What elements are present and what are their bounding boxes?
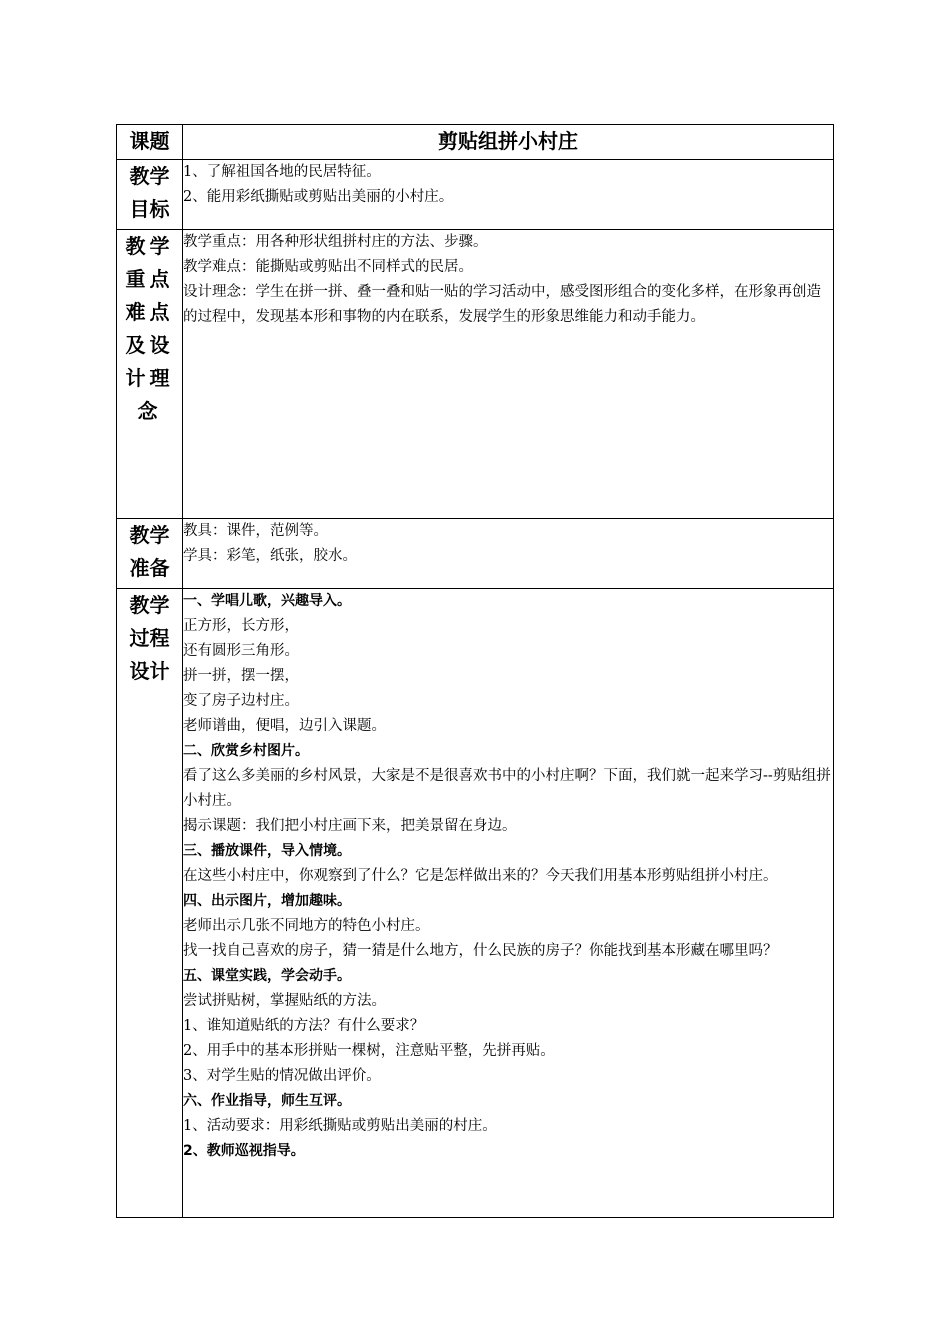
title-row [117, 125, 834, 160]
process-line: 老师谱曲，便唱，边引入课题。 [183, 718, 386, 734]
key-point-line: 教学重点：用各种形状组拼村庄的方法、步骤。 [183, 234, 488, 250]
process-line: 揭示课题：我们把小村庄画下来，把美景留在身边。 [183, 818, 517, 834]
key-point-line: 教学难点：能撕贴或剪贴出不同样式的民居。 [183, 259, 473, 275]
process-line: 正方形，长方形， [183, 618, 299, 634]
process-line: 尝试拼贴树，掌握贴纸的方法。 [183, 993, 386, 1009]
process-section-heading: 二、欣赏乡村图片。 [183, 743, 309, 759]
preparation-line: 学具：彩笔，纸张，胶水。 [183, 548, 357, 564]
lesson-plan-table [116, 124, 834, 1218]
process-line: 1、活动要求：用彩纸撕贴或剪贴出美丽的村庄。 [183, 1118, 497, 1134]
preparation-content [183, 519, 834, 589]
key-points-content [183, 230, 834, 519]
preparation-row [117, 519, 834, 589]
process-line: 老师出示几张不同地方的特色小村庄。 [183, 918, 430, 934]
goal-row [117, 160, 834, 230]
process-line: 还有圆形三角形。 [183, 643, 299, 659]
goal-content [183, 160, 834, 230]
preparation-line: 教具：课件，范例等。 [183, 523, 328, 539]
title-label: 课题 [117, 125, 183, 160]
process-section-heading: 四、出示图片，增加趣味。 [183, 893, 351, 909]
preparation-label: 教学准备 [117, 519, 183, 589]
process-line: 看了这么多美丽的乡村风景，大家是不是很喜欢书中的小村庄啊？下面，我们就一起来学习--剪贴组拼小村庄。 [183, 768, 831, 809]
process-line: 2、用手中的基本形拼贴一棵树，注意贴平整，先拼再贴。 [183, 1043, 555, 1059]
key-points-row [117, 230, 834, 519]
goal-line: 2、能用彩纸撕贴或剪贴出美丽的小村庄。 [183, 189, 454, 205]
process-line: 1、谁知道贴纸的方法？有什么要求？ [183, 1018, 425, 1034]
process-section-heading: 三、播放课件，导入情境。 [183, 843, 351, 859]
goal-line: 1、了解祖国各地的民居特征。 [183, 164, 381, 180]
goal-label: 教学目标 [117, 160, 183, 230]
key-points-label: 教学重点难点及设计理念 [117, 230, 183, 519]
process-line: 变了房子边村庄。 [183, 693, 299, 709]
process-row [117, 589, 834, 1218]
process-line: 拼一拼，摆一摆， [183, 668, 299, 684]
design-concept-line: 设计理念：学生在拼一拼、叠一叠和贴一贴的学习活动中，感受图形组合的变化多样，在形象再创造的过程中，发现基本形和事物的内在联系，发展学生的形象思维能力和动手能力。 [183, 284, 821, 325]
process-section-heading: 一、学唱儿歌，兴趣导入。 [183, 593, 351, 609]
process-content [183, 589, 834, 1218]
process-section-heading: 五、课堂实践，学会动手。 [183, 968, 351, 984]
process-label: 教学过程设计 [117, 589, 183, 1218]
process-section-heading: 六、作业指导，师生互评。 [183, 1093, 351, 1109]
process-section-heading: 2、教师巡视指导。 [183, 1143, 305, 1159]
lesson-title: 剪贴组拼小村庄 [183, 125, 834, 160]
process-line: 3、对学生贴的情况做出评价。 [183, 1068, 381, 1084]
process-line: 在这些小村庄中，你观察到了什么？它是怎样做出来的？今天我们用基本形剪贴组拼小村庄。 [183, 868, 778, 884]
process-line: 找一找自己喜欢的房子，猜一猜是什么地方，什么民族的房子？你能找到基本形藏在哪里吗？ [183, 943, 778, 959]
